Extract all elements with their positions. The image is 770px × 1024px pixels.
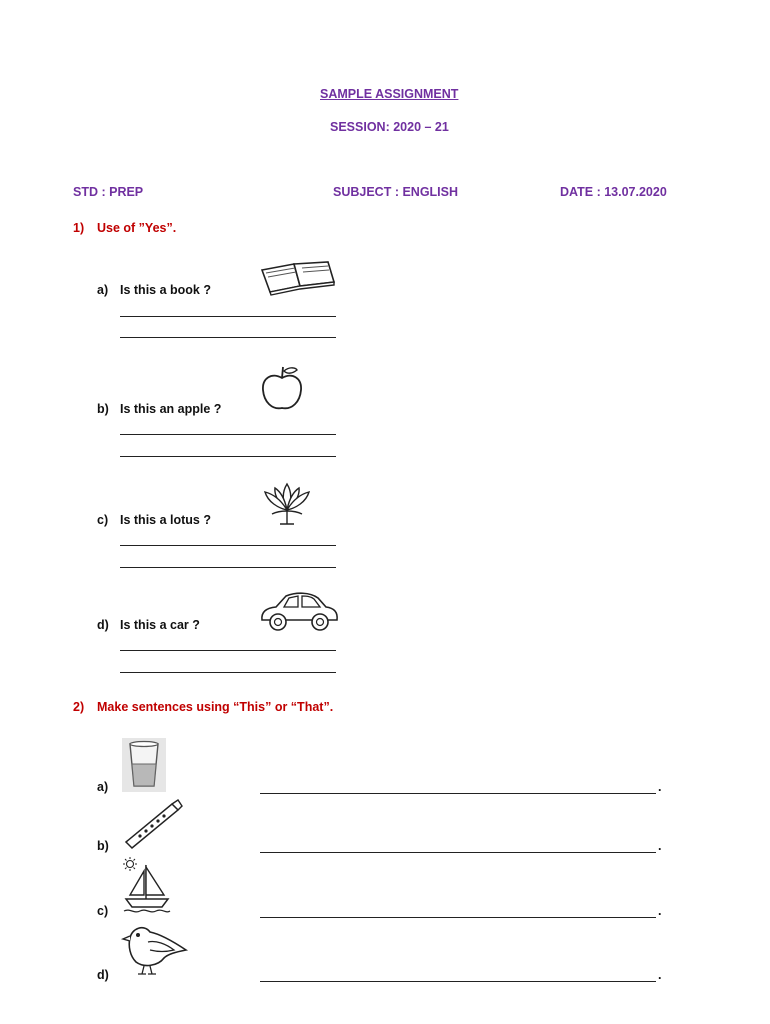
section1-number: 1) — [73, 221, 85, 235]
sentence-line[interactable] — [260, 793, 656, 794]
answer-line[interactable] — [120, 316, 336, 317]
answer-line[interactable] — [120, 672, 336, 673]
lotus-icon — [262, 480, 312, 526]
apple-icon — [260, 364, 304, 412]
session-text: SESSION: 2020 – 21 — [330, 120, 449, 134]
question-letter: a) — [97, 283, 109, 297]
answer-line[interactable] — [120, 434, 336, 435]
answer-line[interactable] — [120, 456, 336, 457]
std-text: STD : PREP — [73, 185, 144, 199]
section1-heading: Use of ”Yes”. — [97, 221, 177, 235]
flute-icon — [122, 798, 184, 850]
boat-icon — [122, 857, 172, 915]
date-text: DATE : 13.07.2020 — [560, 185, 667, 199]
subject-text: SUBJECT : ENGLISH — [333, 185, 459, 199]
item-letter: d) — [97, 968, 109, 982]
question-letter: b) — [97, 402, 109, 416]
sentence-period: . — [658, 780, 662, 794]
question-letter: d) — [97, 618, 109, 632]
sentence-period: . — [658, 839, 662, 853]
answer-line[interactable] — [120, 337, 336, 338]
section2-number: 2) — [73, 700, 85, 714]
answer-line[interactable] — [120, 567, 336, 568]
question-text: Is this a lotus ? — [120, 513, 211, 527]
sentence-period: . — [658, 904, 662, 918]
section2-heading: Make sentences using “This” or “That”. — [97, 700, 334, 714]
question-text: Is this an apple ? — [120, 402, 222, 416]
glass-icon — [122, 738, 166, 792]
car-icon — [258, 590, 340, 634]
sentence-line[interactable] — [260, 852, 656, 853]
sentence-line[interactable] — [260, 981, 656, 982]
book-icon — [258, 258, 336, 298]
sentence-line[interactable] — [260, 917, 656, 918]
answer-line[interactable] — [120, 545, 336, 546]
page-title: SAMPLE ASSIGNMENT — [320, 87, 459, 101]
bird-icon — [120, 920, 190, 978]
answer-line[interactable] — [120, 650, 336, 651]
item-letter: a) — [97, 780, 109, 794]
sentence-period: . — [658, 968, 662, 982]
question-text: Is this a car ? — [120, 618, 200, 632]
question-letter: c) — [97, 513, 109, 527]
question-text: Is this a book ? — [120, 283, 211, 297]
item-letter: c) — [97, 904, 109, 918]
item-letter: b) — [97, 839, 109, 853]
